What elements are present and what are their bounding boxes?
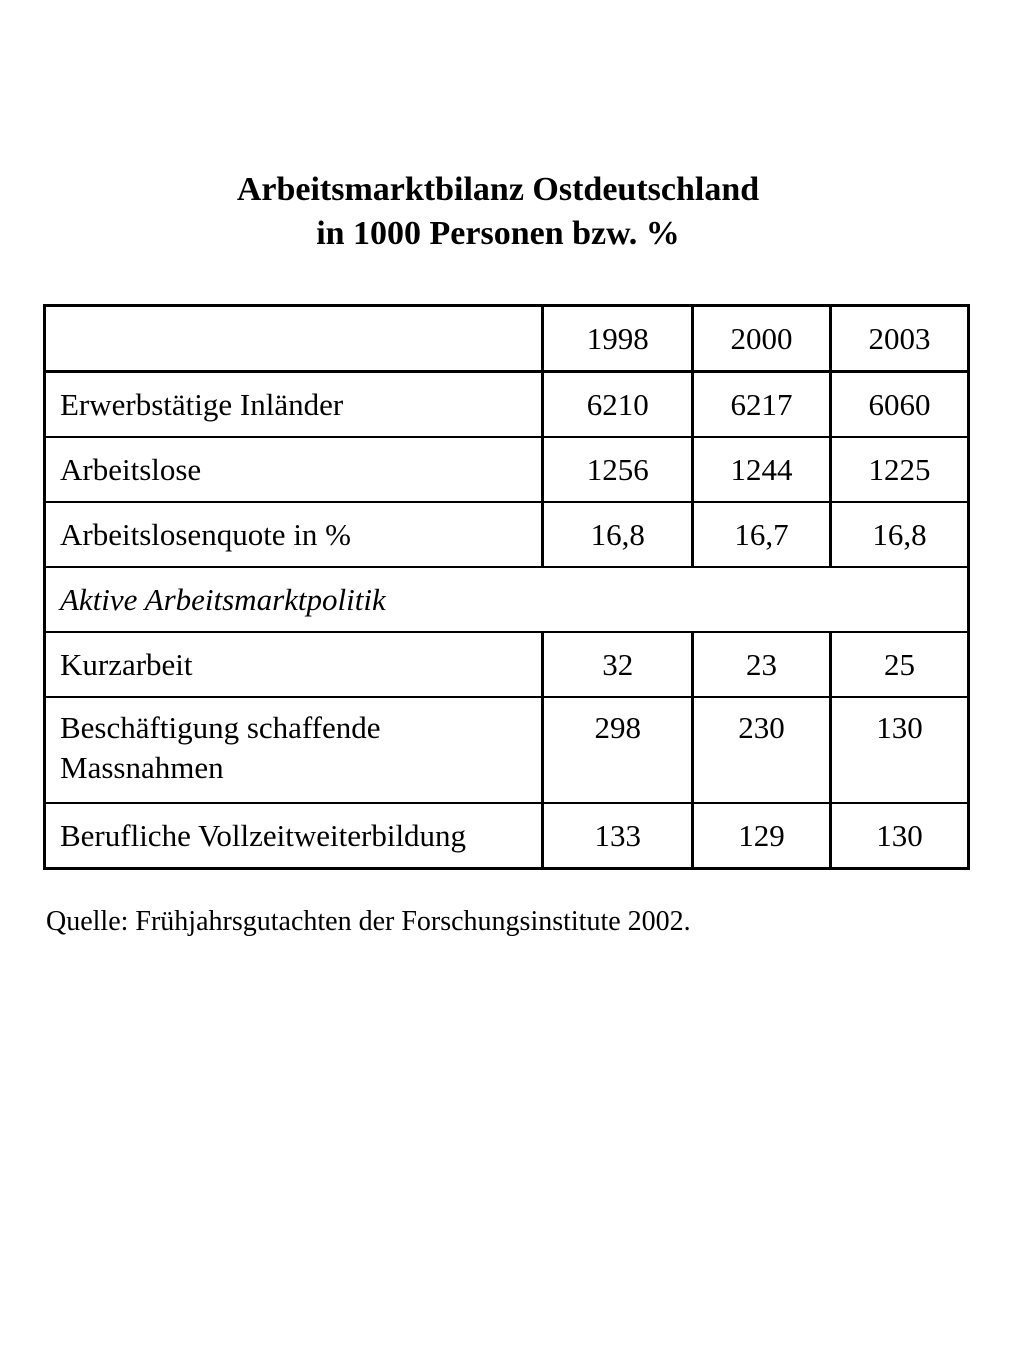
header-year-2000: 2000 [693,306,831,372]
cell-value: 130 [831,803,969,869]
header-empty-cell [45,306,543,372]
row-label: Erwerbstätige Inländer [45,372,543,438]
section-header-row [45,567,969,632]
row-label: Arbeitslose [45,437,543,502]
table-row [45,697,969,803]
cell-value: 25 [831,632,969,697]
title-line-2: in 1000 Personen bzw. % [316,215,680,252]
cell-value: 1225 [831,437,969,502]
row-label-line-1: Beschäftigung schaffende [60,710,381,745]
row-label: Berufliche Vollzeitweiterbildung [45,803,543,869]
header-year-1998: 1998 [543,306,693,372]
cell-value: 1244 [693,437,831,502]
table-row [45,632,969,697]
cell-value: 23 [693,632,831,697]
row-label: Kurzarbeit [45,632,543,697]
cell-value: 230 [693,697,831,803]
table-row [45,372,969,438]
title-line-1: Arbeitsmarktbilanz Ostdeutschland [236,171,760,208]
cell-value: 16,7 [693,502,831,567]
cell-value: 6210 [543,372,693,438]
cell-value: 32 [543,632,693,697]
row-label: Arbeitslosenquote in % [45,502,543,567]
section-label: Aktive Arbeitsmarktpolitik [45,567,969,632]
cell-value: 129 [693,803,831,869]
cell-value: 133 [543,803,693,869]
cell-value: 16,8 [831,502,969,567]
table-row [45,502,969,567]
data-table [43,304,970,870]
cell-value: 298 [543,697,693,803]
row-label-line-2: Massnahmen [60,750,224,785]
table-row [45,803,969,869]
header-row [45,306,969,372]
document-title [0,168,996,256]
labor-market-table [43,304,970,870]
header-year-2003: 2003 [831,306,969,372]
cell-value: 130 [831,697,969,803]
table-row [45,437,969,502]
cell-value: 6060 [831,372,969,438]
source-note: Quelle: Frühjahrsgutachten der Forschungsinstitute 2002. [46,906,691,937]
cell-value: 16,8 [543,502,693,567]
row-label [45,697,543,803]
cell-value: 6217 [693,372,831,438]
cell-value: 1256 [543,437,693,502]
